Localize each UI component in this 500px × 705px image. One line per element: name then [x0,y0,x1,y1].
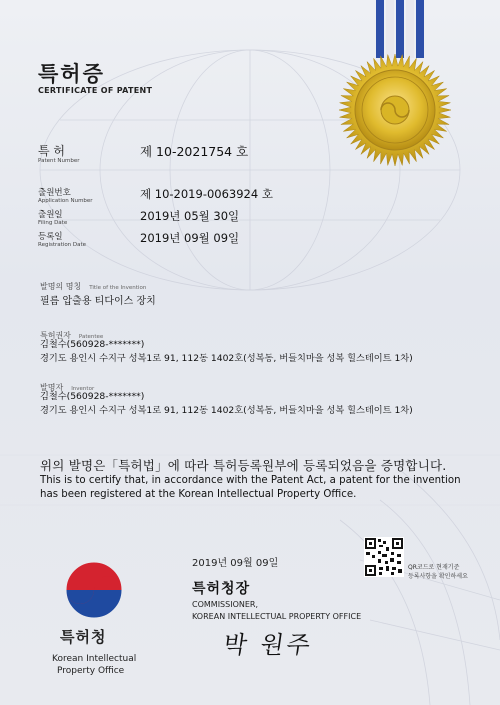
logo-name-ko: 특허청 [60,628,107,646]
logo-name-en-line2: Property Office [57,666,125,676]
patentee-label-en: Patentee [78,334,104,340]
inventor-name: 김철수(560928-*******) [40,391,145,402]
inventor-label-ko: 발명자 [40,383,64,392]
commissioner-en-line2: KOREAN INTELLECTUAL PROPERTY OFFICE [192,612,362,621]
invention-label [40,274,146,293]
inventor-address: 경기도 용인시 수지구 성복1로 91, 112동 1402호(성복동, 버들치마을 성복 힐스테이트 1차) [40,405,413,416]
certificate-title: 특허증 [38,62,105,86]
commissioner-title: 특허청장 [192,581,251,597]
issue-date: 2019년 09월 09일 [192,558,279,569]
filing-date-label: 출원일 [38,210,63,220]
filing-date: 2019년 05월 30일 [140,209,240,223]
statement-en-line1: This is to certify that, in accordance with the Patent Act, a patent for the invention [40,475,461,486]
statement-en-line2: has been registered at the Korean Intellectual Property Office. [40,489,357,500]
patent-number-label-en: Patent Number [38,158,80,164]
commissioner-signature: 박 원주 [221,631,315,659]
patentee-label-ko: 특허권자 [40,331,71,340]
certificate-title-en: CERTIFICATE OF PATENT [38,86,153,95]
patentee-address: 경기도 용인시 수지구 성복1로 91, 112동 1402호(성복동, 버들치마을 성복 힐스테이트 1차) [40,353,413,364]
registration-date: 2019년 09월 09일 [140,231,240,245]
filing-date-label-en: Filing Date [38,220,68,226]
logo-name-en-line1: Korean Intellectual [52,654,137,664]
application-number: 제 10-2019-0063924 호 [140,187,273,201]
gold-seal-icon [335,50,455,170]
statement-ko: 위의 발명은「특허법」에 따라 특허등록원부에 등록되었음을 증명합니다. [40,458,447,473]
registration-date-label: 등록일 [38,232,63,242]
commissioner-en-line1: COMMISSIONER, [192,600,258,609]
patentee-name: 김철수(560928-*******) [40,339,145,350]
invention-title: 필름 압출용 티다이스 장치 [40,296,156,307]
patent-number-label: 특 허 [38,144,65,158]
invention-label-ko: 발명의 명칭 [40,282,82,291]
qr-note-line2: 등록사항을 확인하세요 [408,573,468,580]
invention-label-en: Title of the Invention [89,285,147,291]
kipo-logo-icon [64,560,124,620]
qr-note-line1: QR코드로 현재기준 [408,564,460,571]
patent-number: 제 10-2021754 호 [140,144,249,159]
registration-date-label-en: Registration Date [38,242,87,248]
inventor-label-en: Inventor [71,386,95,392]
application-number-label-en: Application Number [38,198,93,204]
qr-code-icon[interactable] [364,537,404,577]
application-number-label: 출원번호 [38,188,71,198]
